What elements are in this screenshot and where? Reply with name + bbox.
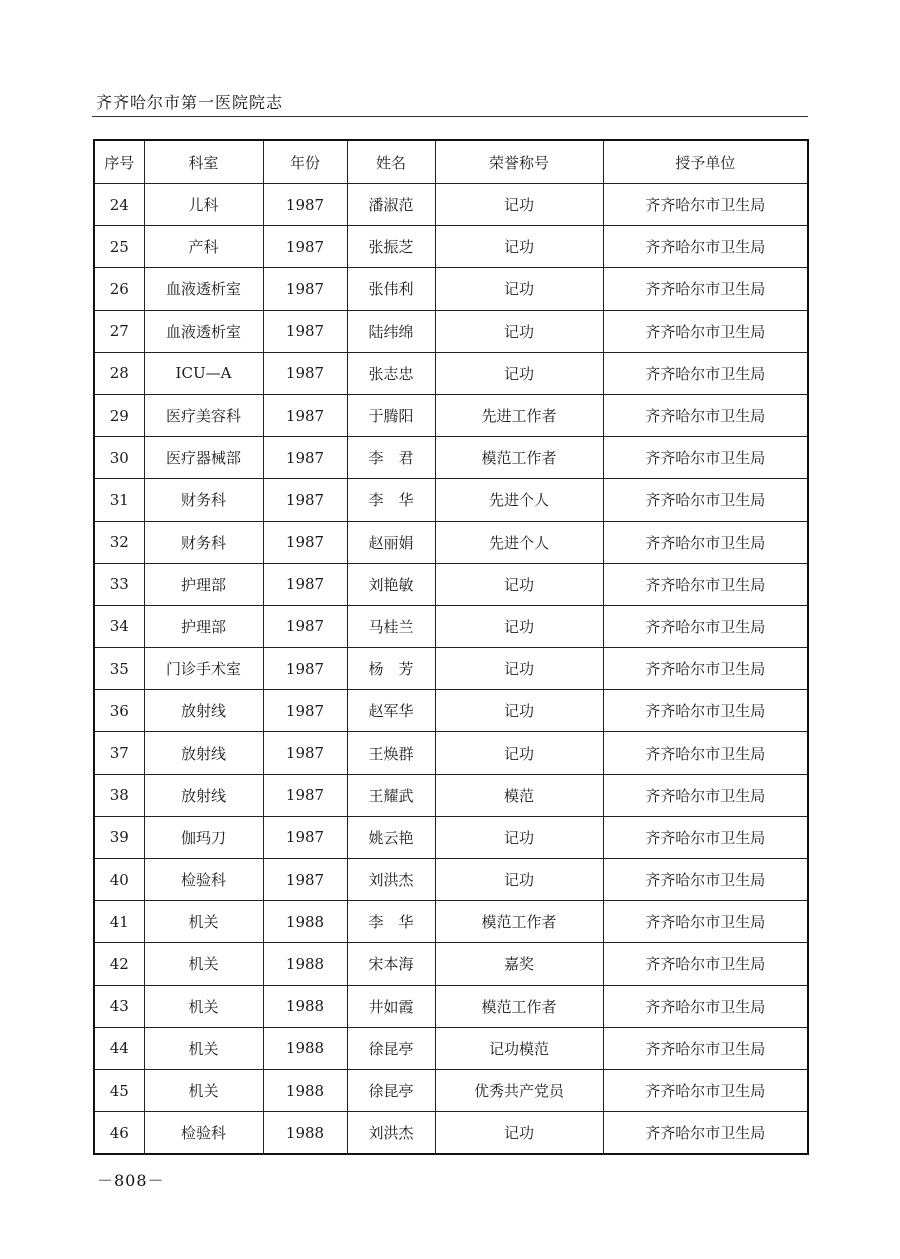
cell-awarding-unit: 齐齐哈尔市卫生局 [603,859,808,901]
cell-name: 马桂兰 [347,605,435,647]
cell-index: 43 [94,985,144,1027]
cell-department: 检验科 [144,859,263,901]
cell-index: 34 [94,605,144,647]
cell-name: 井如霞 [347,985,435,1027]
cell-index: 38 [94,774,144,816]
col-header-year: 年份 [263,140,347,184]
cell-awarding-unit: 齐齐哈尔市卫生局 [603,1027,808,1069]
cell-name: 姚云艳 [347,816,435,858]
cell-name: 张振芝 [347,226,435,268]
cell-name: 陆纬绵 [347,310,435,352]
cell-honor: 记功 [435,648,603,690]
cell-department: 放射线 [144,732,263,774]
cell-awarding-unit: 齐齐哈尔市卫生局 [603,1112,808,1155]
cell-year: 1987 [263,437,347,479]
cell-honor: 记功 [435,605,603,647]
cell-honor: 记功模范 [435,1027,603,1069]
cell-name: 王耀武 [347,774,435,816]
cell-awarding-unit: 齐齐哈尔市卫生局 [603,943,808,985]
honors-table [93,139,809,1155]
cell-year: 1987 [263,521,347,563]
cell-year: 1987 [263,774,347,816]
cell-awarding-unit: 齐齐哈尔市卫生局 [603,732,808,774]
table-row [94,479,808,521]
table-row [94,268,808,310]
cell-department: 检验科 [144,1112,263,1155]
cell-honor: 记功 [435,732,603,774]
cell-honor: 模范工作者 [435,901,603,943]
cell-name: 于腾阳 [347,394,435,436]
cell-awarding-unit: 齐齐哈尔市卫生局 [603,816,808,858]
table-row [94,605,808,647]
cell-year: 1987 [263,648,347,690]
cell-honor: 模范工作者 [435,985,603,1027]
col-header-honor: 荣誉称号 [435,140,603,184]
cell-awarding-unit: 齐齐哈尔市卫生局 [603,352,808,394]
table-row [94,732,808,774]
cell-year: 1987 [263,690,347,732]
page-number: －808－ [97,1171,165,1190]
cell-index: 30 [94,437,144,479]
cell-index: 45 [94,1069,144,1111]
cell-index: 31 [94,479,144,521]
cell-name: 刘艳敏 [347,563,435,605]
cell-honor: 记功 [435,310,603,352]
cell-honor: 记功 [435,352,603,394]
cell-department: 护理部 [144,605,263,647]
cell-awarding-unit: 齐齐哈尔市卫生局 [603,648,808,690]
table-row [94,184,808,226]
cell-department: 伽玛刀 [144,816,263,858]
cell-name: 张志忠 [347,352,435,394]
table-row [94,1112,808,1155]
table-row [94,310,808,352]
cell-index: 36 [94,690,144,732]
cell-awarding-unit: 齐齐哈尔市卫生局 [603,563,808,605]
table-row [94,943,808,985]
cell-honor: 优秀共产党员 [435,1069,603,1111]
cell-honor: 模范 [435,774,603,816]
cell-year: 1987 [263,268,347,310]
cell-awarding-unit: 齐齐哈尔市卫生局 [603,901,808,943]
cell-year: 1988 [263,1069,347,1111]
cell-awarding-unit: 齐齐哈尔市卫生局 [603,268,808,310]
cell-department: 产科 [144,226,263,268]
col-header-department: 科室 [144,140,263,184]
cell-department: 儿科 [144,184,263,226]
cell-name: 刘洪杰 [347,859,435,901]
cell-index: 33 [94,563,144,605]
cell-name: 王焕群 [347,732,435,774]
cell-year: 1987 [263,816,347,858]
cell-year: 1987 [263,310,347,352]
cell-department: 血液透析室 [144,268,263,310]
col-header-awarding-unit: 授予单位 [603,140,808,184]
cell-year: 1987 [263,859,347,901]
cell-index: 40 [94,859,144,901]
cell-name: 杨 芳 [347,648,435,690]
cell-year: 1988 [263,1112,347,1155]
cell-department: 放射线 [144,774,263,816]
table-row [94,352,808,394]
cell-index: 41 [94,901,144,943]
cell-department: 机关 [144,1069,263,1111]
cell-awarding-unit: 齐齐哈尔市卫生局 [603,774,808,816]
cell-honor: 模范工作者 [435,437,603,479]
cell-department: 血液透析室 [144,310,263,352]
cell-honor: 记功 [435,859,603,901]
table-row [94,563,808,605]
col-header-index: 序号 [94,140,144,184]
cell-department: 医疗美容科 [144,394,263,436]
cell-department: 机关 [144,985,263,1027]
cell-department: 放射线 [144,690,263,732]
header-rule [92,116,808,117]
table-row [94,859,808,901]
cell-department: 护理部 [144,563,263,605]
cell-honor: 先进个人 [435,479,603,521]
table-row [94,437,808,479]
cell-name: 李 华 [347,479,435,521]
cell-honor: 先进工作者 [435,394,603,436]
cell-index: 42 [94,943,144,985]
cell-awarding-unit: 齐齐哈尔市卫生局 [603,605,808,647]
table-row [94,394,808,436]
cell-year: 1987 [263,563,347,605]
cell-awarding-unit: 齐齐哈尔市卫生局 [603,985,808,1027]
cell-name: 徐昆亭 [347,1027,435,1069]
cell-index: 37 [94,732,144,774]
table-row [94,1069,808,1111]
cell-index: 28 [94,352,144,394]
cell-year: 1987 [263,479,347,521]
col-header-name: 姓名 [347,140,435,184]
cell-awarding-unit: 齐齐哈尔市卫生局 [603,394,808,436]
table-body [94,184,808,1155]
cell-name: 赵军华 [347,690,435,732]
table-header [94,140,808,184]
cell-awarding-unit: 齐齐哈尔市卫生局 [603,437,808,479]
table-row [94,985,808,1027]
running-head-title: 齐齐哈尔市第一医院院志 [96,93,284,112]
cell-awarding-unit: 齐齐哈尔市卫生局 [603,310,808,352]
cell-honor: 记功 [435,1112,603,1155]
cell-index: 27 [94,310,144,352]
cell-index: 29 [94,394,144,436]
table-row [94,521,808,563]
table-row [94,901,808,943]
table-row [94,816,808,858]
cell-year: 1987 [263,184,347,226]
cell-year: 1987 [263,226,347,268]
cell-awarding-unit: 齐齐哈尔市卫生局 [603,690,808,732]
cell-department: 机关 [144,1027,263,1069]
cell-department: 医疗器械部 [144,437,263,479]
cell-awarding-unit: 齐齐哈尔市卫生局 [603,521,808,563]
cell-department: 门诊手术室 [144,648,263,690]
cell-index: 32 [94,521,144,563]
cell-department: 财务科 [144,521,263,563]
cell-year: 1987 [263,732,347,774]
cell-year: 1987 [263,352,347,394]
cell-name: 张伟利 [347,268,435,310]
cell-department: ICU—A [144,352,263,394]
cell-honor: 先进个人 [435,521,603,563]
cell-honor: 记功 [435,816,603,858]
cell-year: 1987 [263,605,347,647]
cell-honor: 记功 [435,690,603,732]
cell-name: 李 华 [347,901,435,943]
cell-awarding-unit: 齐齐哈尔市卫生局 [603,184,808,226]
cell-name: 徐昆亭 [347,1069,435,1111]
cell-department: 机关 [144,901,263,943]
cell-honor: 记功 [435,184,603,226]
table-row [94,690,808,732]
cell-honor: 记功 [435,226,603,268]
table-row [94,774,808,816]
cell-year: 1987 [263,394,347,436]
cell-index: 26 [94,268,144,310]
cell-honor: 嘉奖 [435,943,603,985]
cell-year: 1988 [263,901,347,943]
cell-name: 李 君 [347,437,435,479]
cell-honor: 记功 [435,563,603,605]
cell-department: 财务科 [144,479,263,521]
cell-department: 机关 [144,943,263,985]
cell-index: 46 [94,1112,144,1155]
table-row [94,648,808,690]
cell-awarding-unit: 齐齐哈尔市卫生局 [603,1069,808,1111]
cell-year: 1988 [263,985,347,1027]
cell-name: 潘淑范 [347,184,435,226]
cell-name: 宋本海 [347,943,435,985]
cell-year: 1988 [263,943,347,985]
cell-honor: 记功 [435,268,603,310]
cell-awarding-unit: 齐齐哈尔市卫生局 [603,226,808,268]
cell-index: 39 [94,816,144,858]
cell-index: 25 [94,226,144,268]
cell-name: 赵丽娟 [347,521,435,563]
cell-index: 24 [94,184,144,226]
header-row [94,140,808,184]
table-row [94,1027,808,1069]
cell-awarding-unit: 齐齐哈尔市卫生局 [603,479,808,521]
cell-year: 1988 [263,1027,347,1069]
table-row [94,226,808,268]
cell-name: 刘洪杰 [347,1112,435,1155]
cell-index: 35 [94,648,144,690]
cell-index: 44 [94,1027,144,1069]
